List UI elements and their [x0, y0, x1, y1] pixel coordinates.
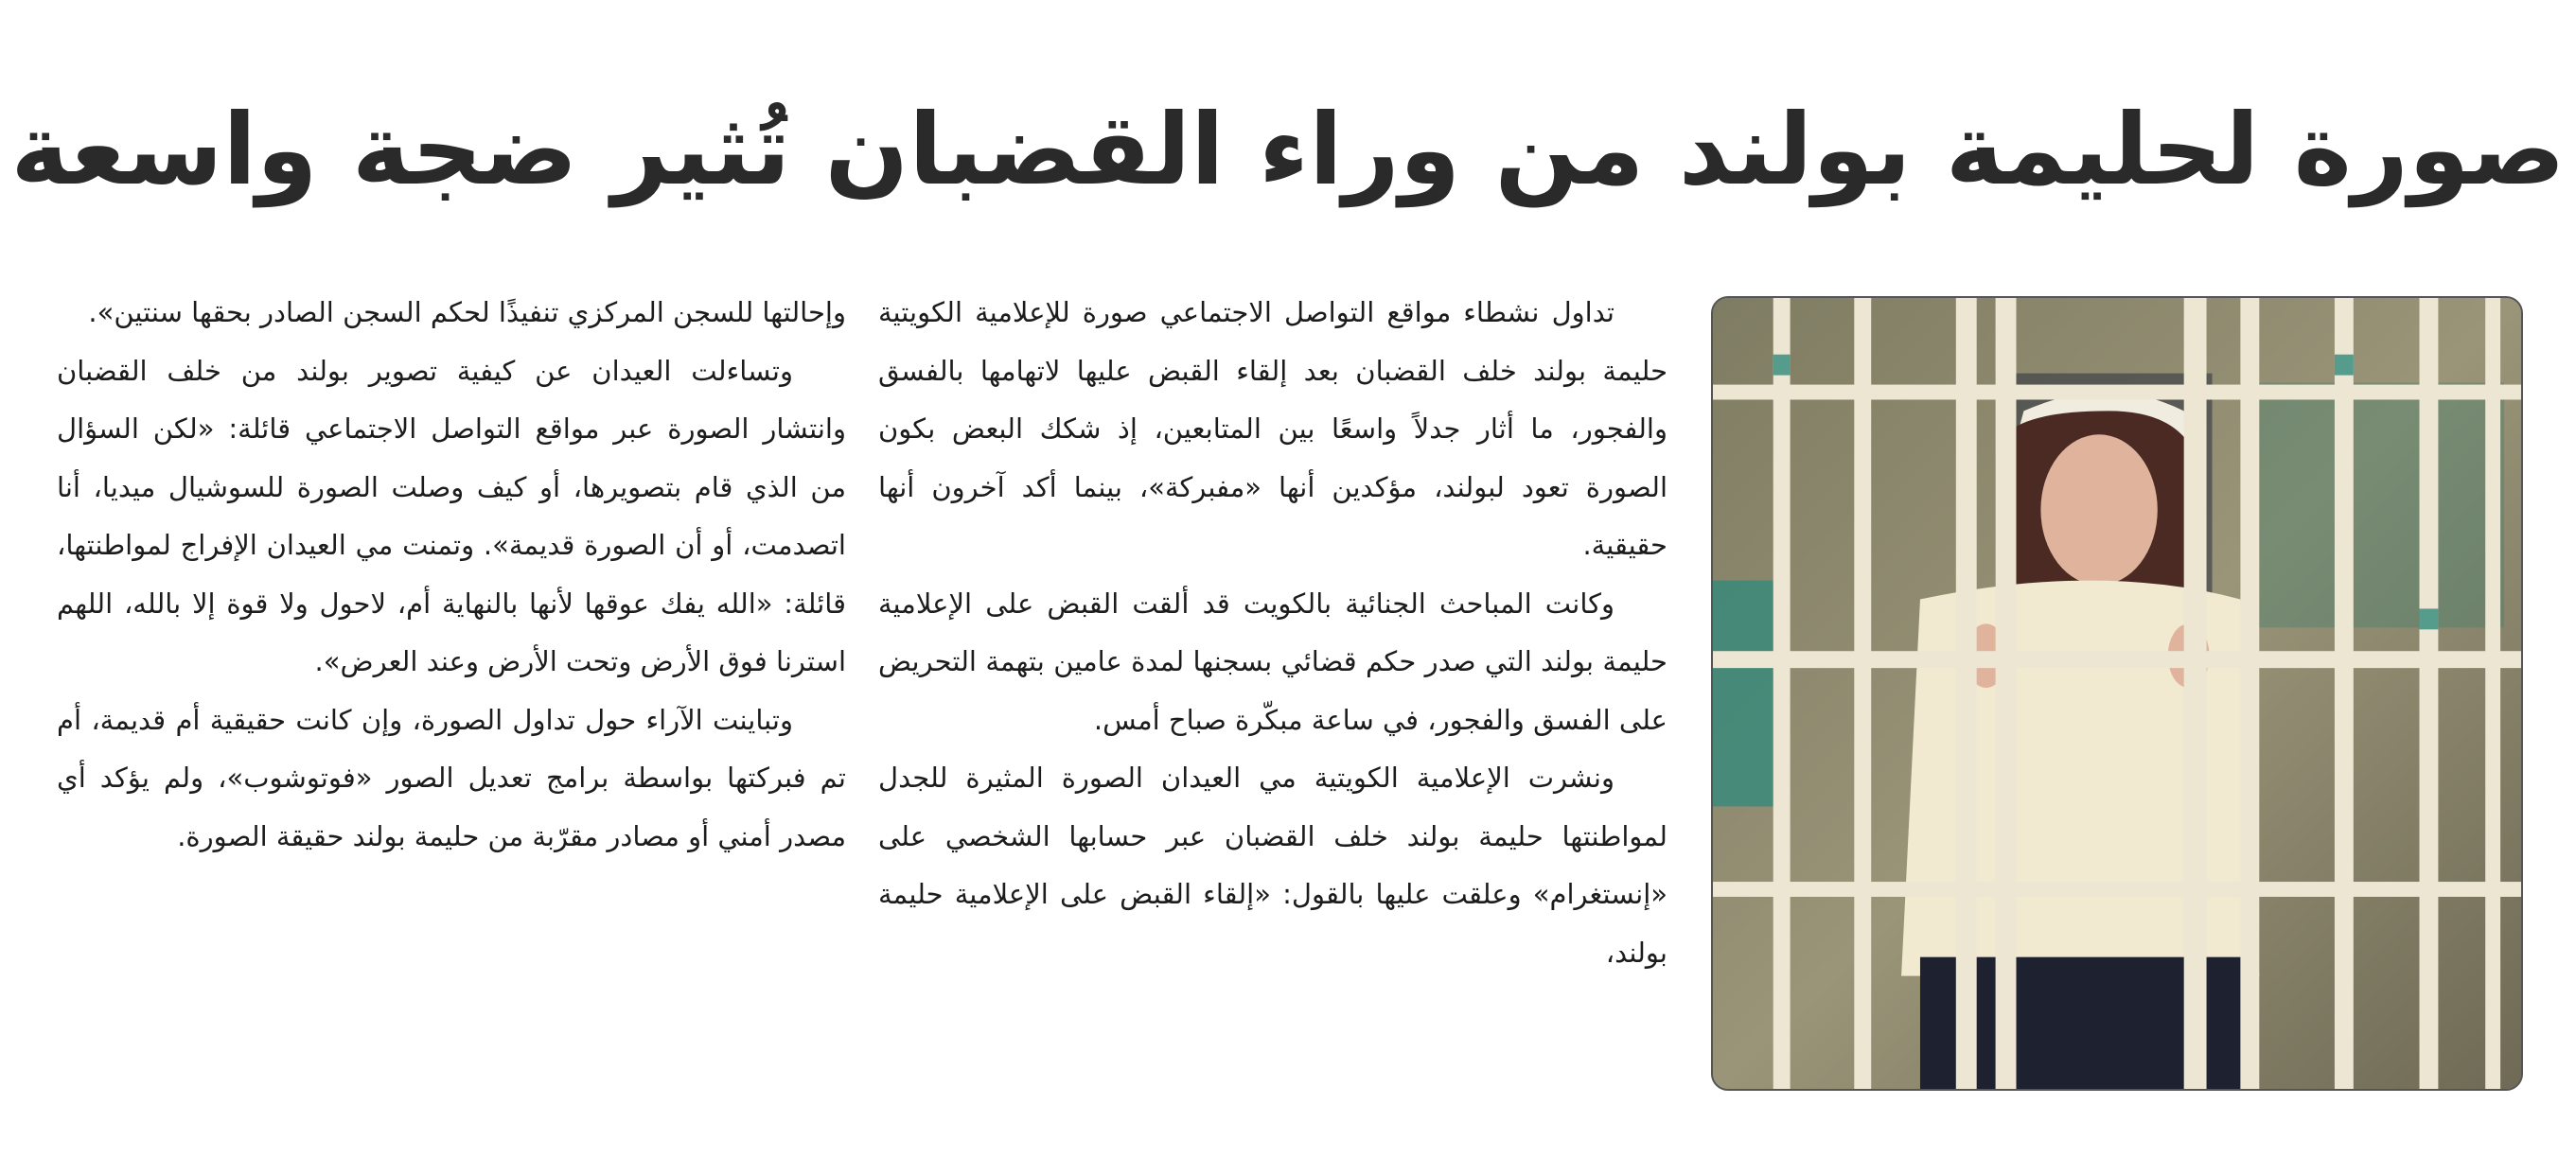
article-photo [1711, 296, 2523, 1091]
paragraph: ونشرت الإعلامية الكويتية مي العيدان الصورة المثيرة للجدل لمواطنتها حليمة بولند خلف القضبان عبر حسابها الشخصي على «إنستغرام» وعلقت عليها بالقول: «إلقاء القبض على الإعلامية حليمة بولند، [878, 762, 1667, 969]
paragraph: وكانت المباحث الجنائية بالكويت قد ألقت القبض على الإعلامية حليمة بولند التي صدر حكم قضائي بسجنها لمدة عامين بتهمة التحريض على الفسق والفجور، في ساعة مبكّرة صباح أمس. [878, 587, 1667, 736]
article-headline: صورة لحليمة بولند من وراء القضبان تُثير ضجة واسعة [10, 92, 2566, 207]
article-column-left [57, 284, 846, 866]
article-column-right [878, 284, 1667, 982]
paragraph: وتساءلت العيدان عن كيفية تصوير بولند من خلف القضبان وانتشار الصورة عبر مواقع التواصل الاجتماعي قائلة: «لكن السؤال من الذي قام بتصويرها، أو كيف وصلت الصورة للسوشيال ميديا، أنا اتصدمت، أو أن الصورة قديمة». وتمنت مي العيدان الإفراج لمواطنتها، قائلة: «الله يفك عوقها لأنها بالنهاية أم، لاحول ولا قوة إلا بالله، اللهم استرنا فوق الأرض وتحت الأرض وعند العرض». [57, 354, 846, 677]
paragraph: تداول نشطاء مواقع التواصل الاجتماعي صورة للإعلامية الكويتية حليمة بولند خلف القضبان بعد إلقاء القبض عليها لاتهامها بالفسق والفجور، ما أثار جدلاً واسعًا بين المتابعين، إذ شكك البعض بكون الصورة تعود لبولند، مؤكدين أنها «مفبركة»، بينما أكد آخرون أنها حقيقية. [878, 296, 1667, 561]
paragraph-continued: وإحالتها للسجن المركزي تنفيذًا لحكم السجن الصادر بحقها سنتين». [88, 296, 846, 328]
prison-bars-photo-icon [1713, 298, 2521, 1089]
paragraph: وتباينت الآراء حول تداول الصورة، وإن كانت حقيقية أم قديمة، أم تم فبركتها بواسطة برامج تعديل الصور «فوتوشوب»، ولم يؤكد أي مصدر أمني أو مصادر مقرّبة من حليمة بولند حقيقة الصورة. [57, 703, 846, 852]
